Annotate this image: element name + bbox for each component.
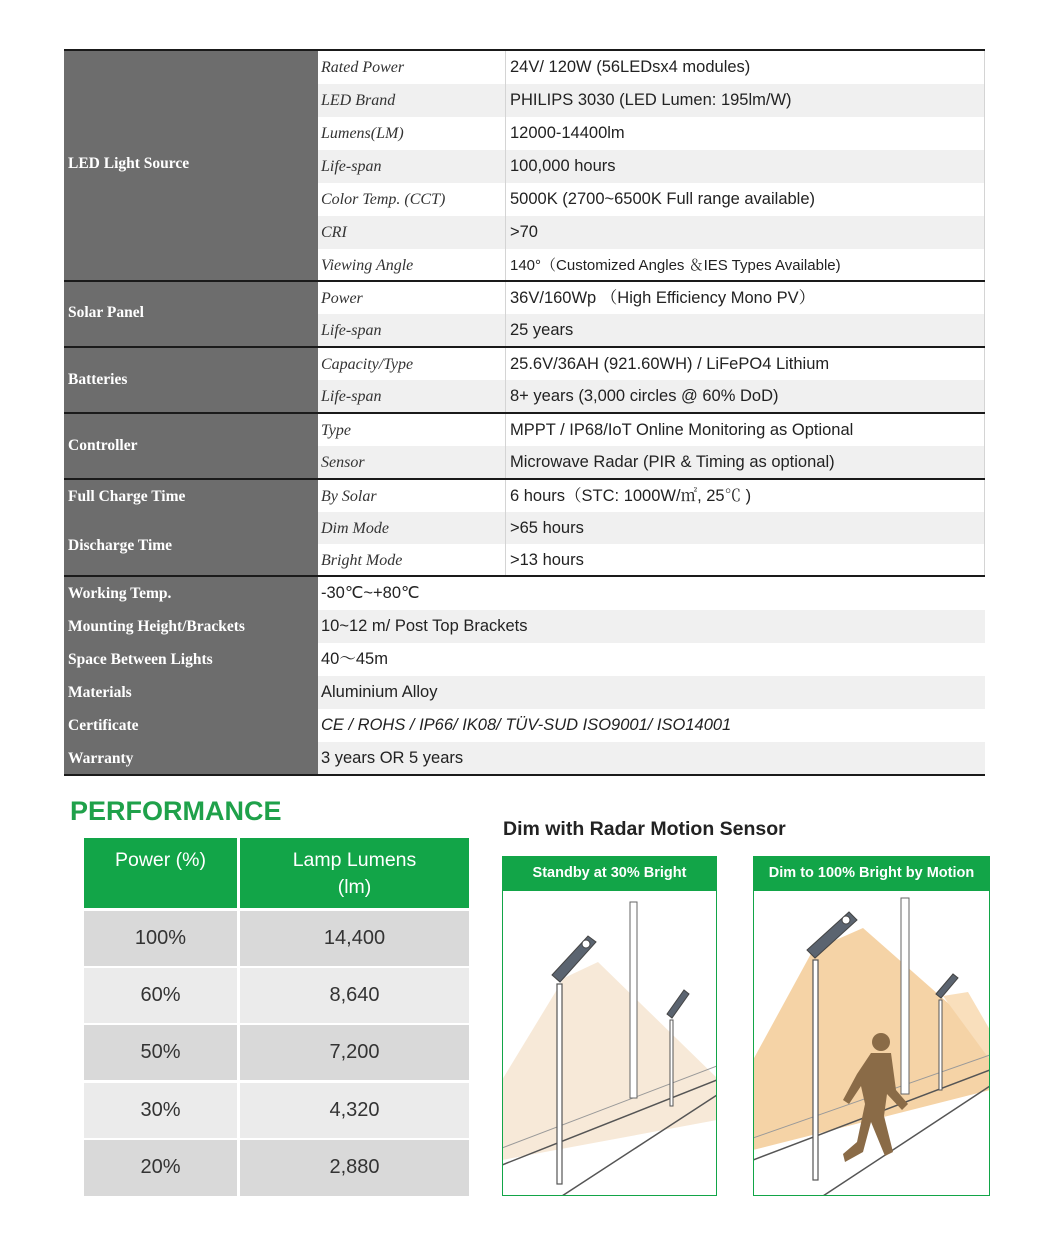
- spec-row: [318, 216, 985, 249]
- category-label: LED Light Source: [68, 155, 190, 172]
- param-label: Lumens(LM): [321, 125, 404, 142]
- category-label: Controller: [68, 437, 138, 454]
- spec-group-led: [64, 51, 985, 280]
- param-label: Life-span: [321, 388, 382, 405]
- param-label: Bright Mode: [321, 552, 403, 569]
- spec-row: [318, 446, 985, 478]
- spec-row: [318, 544, 985, 577]
- param-value: >70: [510, 223, 538, 241]
- lumens-cell: 8,640: [329, 984, 380, 1006]
- spec-row: [318, 414, 985, 446]
- param-label: Life-span: [321, 322, 382, 339]
- table-row: [84, 1083, 469, 1138]
- header-power: [84, 838, 237, 908]
- motion-illustration: [753, 890, 990, 1196]
- param-value: Microwave Radar (PIR & Timing as optional): [510, 453, 835, 471]
- param-label: LED Brand: [321, 92, 396, 109]
- param-value: 140°（Customized Angles ＆IES Types Available): [510, 257, 841, 274]
- category-cell: [64, 282, 318, 346]
- spec-row: [318, 183, 985, 216]
- standby-panel: [502, 856, 717, 1196]
- spec-row: [318, 150, 985, 183]
- spec-group-batteries: [64, 346, 985, 412]
- row-label: Mounting Height/Brackets: [68, 618, 245, 635]
- standby-illustration: [502, 890, 717, 1196]
- category-cell: [64, 414, 318, 478]
- table-row: [84, 911, 469, 966]
- row-value: 40～45m: [321, 650, 388, 668]
- param-label: Type: [321, 422, 351, 439]
- row-label: Certificate: [68, 717, 139, 734]
- lumens-cell: 4,320: [329, 1099, 380, 1121]
- spec-row: [318, 51, 985, 84]
- param-value: 36V/160Wp （High Efficiency Mono PV）: [510, 289, 816, 307]
- sensor-title: Dim with Radar Motion Sensor: [503, 818, 786, 840]
- spec-row: [318, 512, 985, 544]
- table-row: [84, 1140, 469, 1196]
- street-pole-icon: [813, 960, 818, 1180]
- power-cell: 50%: [140, 1041, 181, 1063]
- spec-group-general: [64, 575, 985, 774]
- row-value: -30℃~+80℃: [321, 584, 420, 602]
- table-row: [84, 968, 469, 1023]
- row-value: Aluminium Alloy: [321, 683, 438, 701]
- param-value: 12000-14400lm: [510, 124, 625, 142]
- param-value: 100,000 hours: [510, 157, 616, 175]
- spec-row: [64, 577, 985, 610]
- spec-row: [64, 643, 985, 676]
- param-label: Capacity/Type: [321, 356, 414, 373]
- performance-title: PERFORMANCE: [70, 796, 282, 826]
- param-value: 6 hours（STC: 1000W/㎡, 25℃ ): [510, 487, 752, 505]
- power-cell: 20%: [140, 1156, 181, 1178]
- spec-row: [318, 314, 985, 346]
- row-value: 3 years OR 5 years: [321, 749, 464, 767]
- far-pole-icon: [670, 1020, 673, 1106]
- spec-group-solar: [64, 280, 985, 346]
- param-value: MPPT / IP68/IoT Online Monitoring as Optional: [510, 421, 854, 439]
- param-label: Power: [321, 290, 363, 307]
- param-label: Rated Power: [321, 59, 405, 76]
- spec-group-charge: [64, 478, 985, 577]
- header-lumens-line1: Lamp Lumens: [292, 849, 417, 871]
- category-cell: [64, 51, 318, 280]
- far-pole-icon: [939, 1000, 942, 1090]
- spec-row: [318, 380, 985, 412]
- lumens-cell: 7,200: [329, 1041, 380, 1063]
- param-value: 25 years: [510, 321, 574, 339]
- spec-row: [318, 249, 985, 282]
- row-label: Warranty: [68, 750, 134, 767]
- spec-row: [64, 610, 985, 643]
- spec-row: [64, 676, 985, 709]
- row-value: CE / ROHS / IP66/ IK08/ TÜV-SUD ISO9001/ ISO14001: [321, 716, 732, 734]
- spec-row: [318, 282, 985, 314]
- table-row: [84, 1025, 469, 1080]
- row-label: Materials: [68, 684, 132, 701]
- header-lumens-line2: (lm): [337, 876, 372, 898]
- param-label: CRI: [321, 224, 347, 241]
- param-value: 8+ years (3,000 circles @ 60% DoD): [510, 387, 779, 405]
- param-value: 25.6V/36AH (921.60WH) / LiFePO4 Lithium: [510, 355, 830, 373]
- category-label: Batteries: [68, 371, 128, 388]
- spec-row: [318, 117, 985, 150]
- header-lumens: [240, 838, 469, 908]
- column-divider: [237, 838, 240, 1196]
- param-label: Viewing Angle: [321, 257, 414, 274]
- motion-panel: [753, 856, 990, 1196]
- param-label: By Solar: [321, 488, 377, 505]
- spec-row: [318, 348, 985, 380]
- category-cell: [64, 480, 318, 577]
- param-value: 5000K (2700~6500K Full range available): [510, 190, 816, 208]
- spec-group-controller: [64, 412, 985, 478]
- row-value: 10~12 m/ Post Top Brackets: [321, 617, 528, 635]
- param-label: Life-span: [321, 158, 382, 175]
- category-cell: [64, 348, 318, 412]
- lumens-cell: 2,880: [329, 1156, 380, 1178]
- motion-label: Dim to 100% Bright by Motion: [753, 856, 990, 890]
- header-power-label: Power (%): [114, 849, 207, 871]
- category-label-full-charge: Full Charge Time: [68, 488, 186, 505]
- power-cell: 100%: [134, 927, 187, 949]
- spec-row: [64, 742, 985, 774]
- power-cell: 60%: [140, 984, 181, 1006]
- performance-table: [84, 838, 469, 1196]
- row-label: Space Between Lights: [68, 651, 213, 668]
- lumens-cell: 14,400: [323, 927, 386, 949]
- param-label: Color Temp. (CCT): [321, 191, 446, 208]
- category-label-discharge: Discharge Time: [68, 537, 173, 554]
- street-pole-icon: [557, 984, 562, 1184]
- spec-table: [64, 49, 985, 776]
- param-value: >65 hours: [510, 519, 584, 537]
- power-cell: 30%: [140, 1099, 181, 1121]
- param-label: Sensor: [321, 454, 365, 471]
- standby-label: Standby at 30% Bright: [502, 856, 717, 890]
- param-value: >13 hours: [510, 551, 584, 569]
- param-label: Dim Mode: [321, 520, 389, 537]
- param-value: PHILIPS 3030 (LED Lumen: 195lm/W): [510, 91, 792, 109]
- spec-row: [318, 84, 985, 117]
- spec-row: [318, 480, 985, 512]
- param-value: 24V/ 120W (56LEDsx4 modules): [510, 58, 751, 76]
- row-label: Working Temp.: [68, 585, 172, 602]
- category-label: Solar Panel: [68, 304, 144, 321]
- spec-row: [64, 709, 985, 742]
